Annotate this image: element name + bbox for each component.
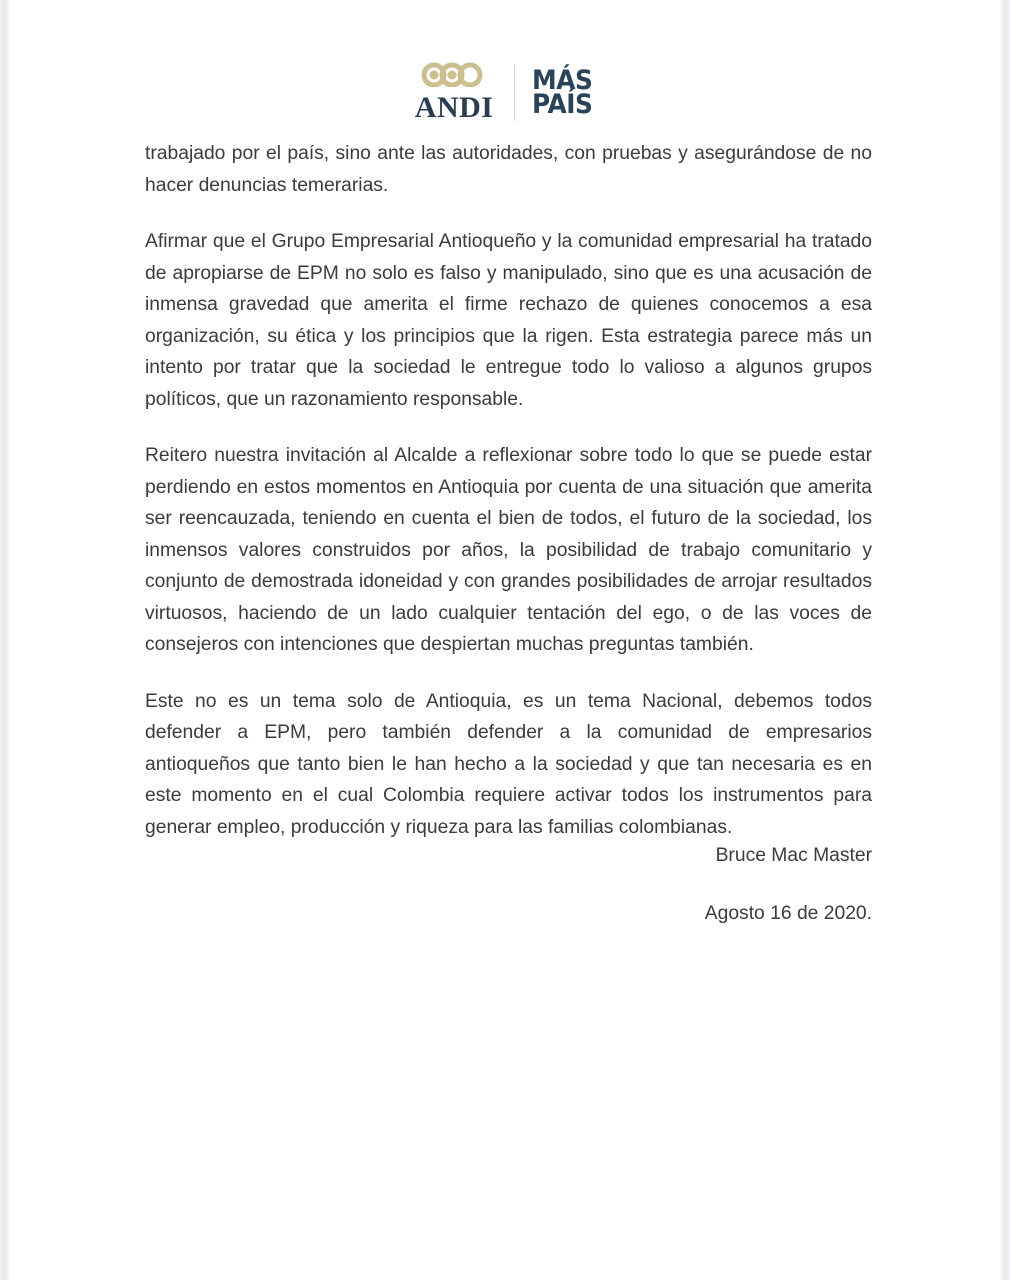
signature-block [145, 840, 872, 929]
page-right-edge-shadow [1000, 0, 1010, 1280]
andi-wordmark: ANDI [414, 91, 494, 124]
letter-paragraph: trabajado por el país, sino ante las autoridades, con pruebas y asegurándose de no hacer denuncias temerarias. [145, 143, 872, 196]
logo-divider [514, 65, 515, 121]
andi-logo [411, 62, 497, 123]
mas-pais-line-2: PAÍS [532, 88, 593, 120]
letter-paragraph: Reitero nuestra invitación al Alcalde a reflexionar sobre todo lo que se puede estar perdiendo en estos momentos en Antioquia por cuenta de una situación que amerita ser reencauzada, teniendo en cuenta el bien de todos, el futuro de la sociedad, los inmensos valores construidos por años, la posibilidad de trabajo comunitario y conjunto de demostrada idoneidad y con grandes posibilidades de arrojar resultados virtuosos, haciendo de un lado cualquier tentación del ego, o de las voces de consejeros con intenciones que despiertan muchas preguntas también. [145, 445, 872, 655]
signature-name: Bruce Mac Master [715, 845, 872, 866]
mas-pais-line-1: MÁS [532, 65, 593, 97]
mas-pais-logo [532, 65, 598, 120]
three-interlocking-rings-icon [420, 62, 488, 92]
page-sheet [9, 0, 1000, 1280]
letter-paragraph: Afirmar que el Grupo Empresarial Antioqueño y la comunidad empresarial ha tratado de apropiarse de EPM no solo es falso y manipulado, sino que es una acusación de inmensa gravedad que amerita el firme rechazo de quienes conocemos a esa organización, su ética y los principios que la rigen. Esta estrategia parece más un intento por tratar que la sociedad le entregue todo lo valioso a algunos grupos políticos, que un razonamiento responsable. [145, 231, 872, 410]
page-left-edge-shadow [0, 0, 9, 1280]
letter-body [145, 138, 872, 843]
logo-lockup [411, 62, 598, 123]
letter-paragraph: Este no es un tema solo de Antioquia, es un tema Nacional, debemos todos defender a EPM, pero también defender a la comunidad de empresarios antioqueños que tanto bien le han hecho a la sociedad y que tan necesaria es en este momento en el cual Colombia requiere activar todos los instrumentos para generar empleo, producción y riqueza para las familias colombianas. [145, 690, 872, 838]
letterhead [9, 62, 1000, 123]
signature-date: Agosto 16 de 2020. [704, 902, 872, 924]
